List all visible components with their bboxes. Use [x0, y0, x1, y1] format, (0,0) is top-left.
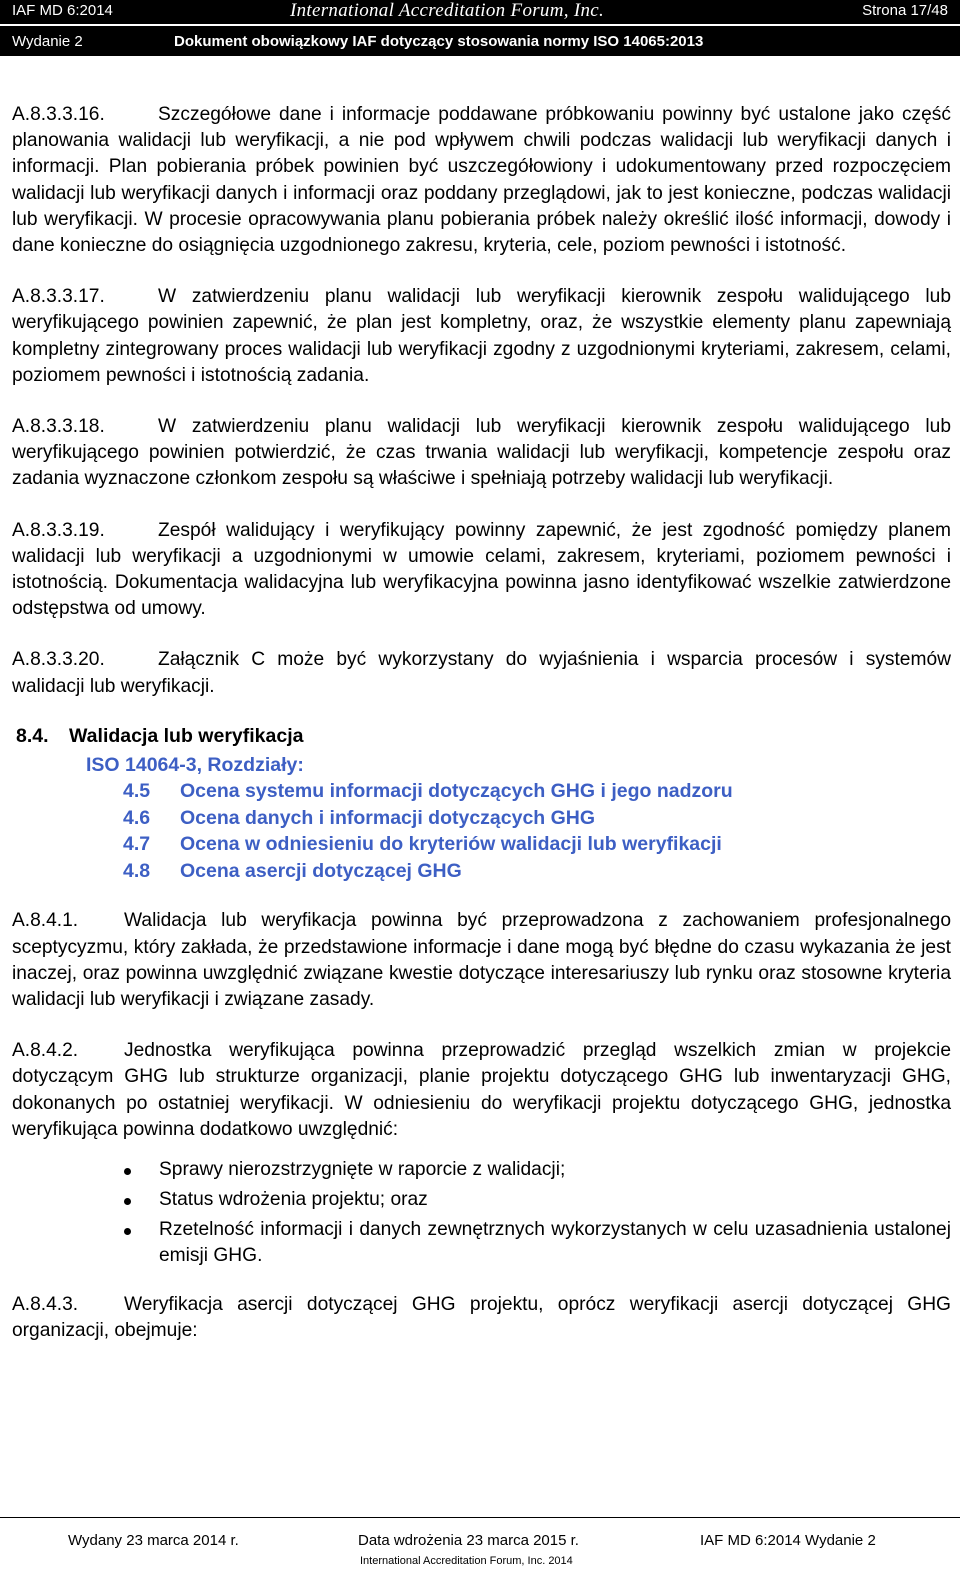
- subsection-number: 4.5: [123, 780, 151, 803]
- section-title: Walidacja lub weryfikacja: [69, 724, 304, 747]
- header-band-top: [0, 0, 960, 24]
- bullet-icon: [124, 1198, 131, 1205]
- paragraph-text: Jednostka weryfikująca powinna przeprowadzić przegląd wszelkich zmian w projekcie dotyczącym GHG lub strukturze organizacji, planie projektu dotyczącego GHG lub inwentaryzacji GHG, dokonanych po ostatniej weryfikacji. W odniesieniu do weryfikacji projektu dotyczącego GHG, jednostka weryfikująca powinna dodatkowo uwzględnić:: [12, 1040, 951, 1140]
- subsection-title: Ocena asercji dotyczącej GHG: [180, 859, 462, 882]
- paragraph-number: A.8.4.1.: [12, 910, 79, 932]
- subsection-title: Ocena danych i informacji dotyczących GHG: [180, 806, 596, 829]
- list-item-text: Status wdrożenia projektu; oraz: [159, 1188, 428, 1210]
- header-edition: Wydanie 2: [12, 33, 83, 50]
- header-subtitle: Dokument obowiązkowy IAF dotyczący stosowania normy ISO 14065:2013: [174, 33, 704, 50]
- subsection-title: Ocena w odniesieniu do kryteriów walidacji lub weryfikacji: [180, 833, 722, 856]
- section-number: 8.4.: [16, 724, 49, 747]
- header-page-number: Strona 17/48: [862, 2, 948, 19]
- subsection-ref: [123, 831, 951, 858]
- paragraph-a8-3-3-18: [12, 414, 951, 493]
- paragraph-text: Załącznik C może być wykorzystany do wyjaśnienia i wsparcia procesów i systemów walidacji lub weryfikacji.: [12, 649, 951, 697]
- list-item-text: Rzetelność informacji i danych zewnętrznych wykorzystanych w celu uzasadnienia ustalonej emisji GHG.: [159, 1218, 951, 1267]
- subsection-ref: [123, 778, 951, 805]
- footer-doc-id: IAF MD 6:2014 Wydanie 2: [700, 1532, 876, 1549]
- subsection-ref: [123, 858, 951, 885]
- subsection-number: 4.6: [123, 806, 151, 829]
- list-item: [12, 1217, 951, 1270]
- footer-issued-date: Wydany 23 marca 2014 r.: [68, 1532, 239, 1549]
- paragraph-number: A.8.4.2.: [12, 1040, 79, 1062]
- footer-copyright: International Accreditation Forum, Inc. 2014: [360, 1555, 573, 1567]
- paragraph-a8-4-2: [12, 1038, 951, 1143]
- paragraph-a8-4-1: [12, 908, 951, 1013]
- list-item-text: Sprawy nierozstrzygnięte w raporcie z walidacji;: [159, 1158, 566, 1180]
- paragraph-a8-3-3-17: [12, 284, 951, 389]
- paragraph-a8-4-3: [12, 1292, 951, 1344]
- subsection-ref: [123, 805, 951, 832]
- subsection-number: 4.8: [123, 859, 151, 882]
- section-heading: [16, 723, 951, 749]
- paragraph-a8-3-3-20: [12, 647, 951, 699]
- paragraph-text: Szczegółowe dane i informacje poddawane próbkowaniu powinny być ustalone jako część planowania walidacji lub weryfikacji, a nie pod wpływem chwili podczas walidacji lub weryfikacji danych i informacji. Plan pobierania próbek powinien być uszczegółowiony i udokumentowany przed rozpoczęciem walidacji lub weryfikacji danych i informacji oraz poddany przeglądowi, jak to jest konieczne, podczas walidacji lub weryfikacji. W procesie opracowywania planu pobierania próbek należy określić ilość informacji, dowody i dane konieczne do osiągnięcia uzgodnionego zakresu, kryteria, cele, poziom pewności i istotność.: [12, 104, 951, 257]
- subsection-number: 4.7: [123, 833, 151, 856]
- footer-effective-date: Data wdrożenia 23 marca 2015 r.: [358, 1532, 579, 1549]
- header-band-bottom: [0, 26, 960, 56]
- paragraph-number: A.8.3.3.18.: [12, 416, 105, 438]
- paragraph-number: A.8.3.3.19.: [12, 519, 105, 541]
- list-item: [12, 1187, 951, 1214]
- list-item: [12, 1157, 951, 1184]
- bullet-icon: [124, 1168, 131, 1175]
- header-doc-id: IAF MD 6:2014: [12, 2, 113, 19]
- document-body: [12, 102, 951, 1369]
- paragraph-text: Walidacja lub weryfikacja powinna być przeprowadzona z zachowaniem profesjonalnego sceptycyzmu, który zakłada, że przedstawione informacje i dane mogą być błędne do czasu wykazania że jest inaczej, oraz powinna uwzględnić związane kwestie dotyczące interesariuszy lub rynku oraz stosowne kryteria walidacji lub weryfikacji i związane zasady.: [12, 910, 951, 1010]
- bullet-list: [12, 1157, 951, 1270]
- paragraph-text: Weryfikacja asercji dotyczącej GHG projektu, oprócz weryfikacji asercji dotyczącej GHG organizacji, obejmuje:: [12, 1293, 951, 1342]
- footer-divider: [0, 1517, 960, 1518]
- paragraph-text: W zatwierdzeniu planu walidacji lub weryfikacji kierownik zespołu walidującego lub weryfikującego powinien zapewnić, że plan jest kompletny, oraz, że wszystkie elementy planu zapewniają kompletny zintegrowany proces walidacji lub weryfikacji zgodny z uzgodnionymi kryteriami, zakresem, celami, poziomem pewności i istotnością zadania.: [12, 286, 951, 386]
- subsection-title: Ocena systemu informacji dotyczących GHG i jego nadzoru: [180, 780, 733, 803]
- paragraph-a8-3-3-19: [12, 518, 951, 623]
- header-org: International Accreditation Forum, Inc.: [290, 0, 605, 21]
- iso-reference: ISO 14064-3, Rozdziały:: [86, 753, 304, 776]
- paragraph-number: A.8.4.3.: [12, 1293, 79, 1315]
- paragraph-text: Zespół walidujący i weryfikujący powinny zapewnić, że jest zgodność pomiędzy planem walidacji lub weryfikacji a uzgodnionymi w umowie celami, zakresem, kryteriami, poziomem pewności i istotnością. Dokumentacja walidacyjna lub weryfikacyjna powinna jasno identyfikować wszelkie zatwierdzone odstępstwa od umowy.: [12, 519, 951, 620]
- paragraph-number: A.8.3.3.20.: [12, 649, 105, 671]
- paragraph-number: A.8.3.3.17.: [12, 286, 105, 308]
- bullet-icon: [124, 1228, 131, 1235]
- paragraph-a8-3-3-16: [12, 102, 951, 259]
- paragraph-number: A.8.3.3.16.: [12, 104, 105, 125]
- paragraph-text: W zatwierdzeniu planu walidacji lub weryfikacji kierownik zespołu walidującego lub weryfikującego powinien potwierdzić, że czas trwania walidacji lub weryfikacji, kompetencje zespołu oraz zadania wyznaczone członkom zespołu są właściwe i spełniają potrzeby walidacji lub weryfikacji.: [12, 416, 951, 490]
